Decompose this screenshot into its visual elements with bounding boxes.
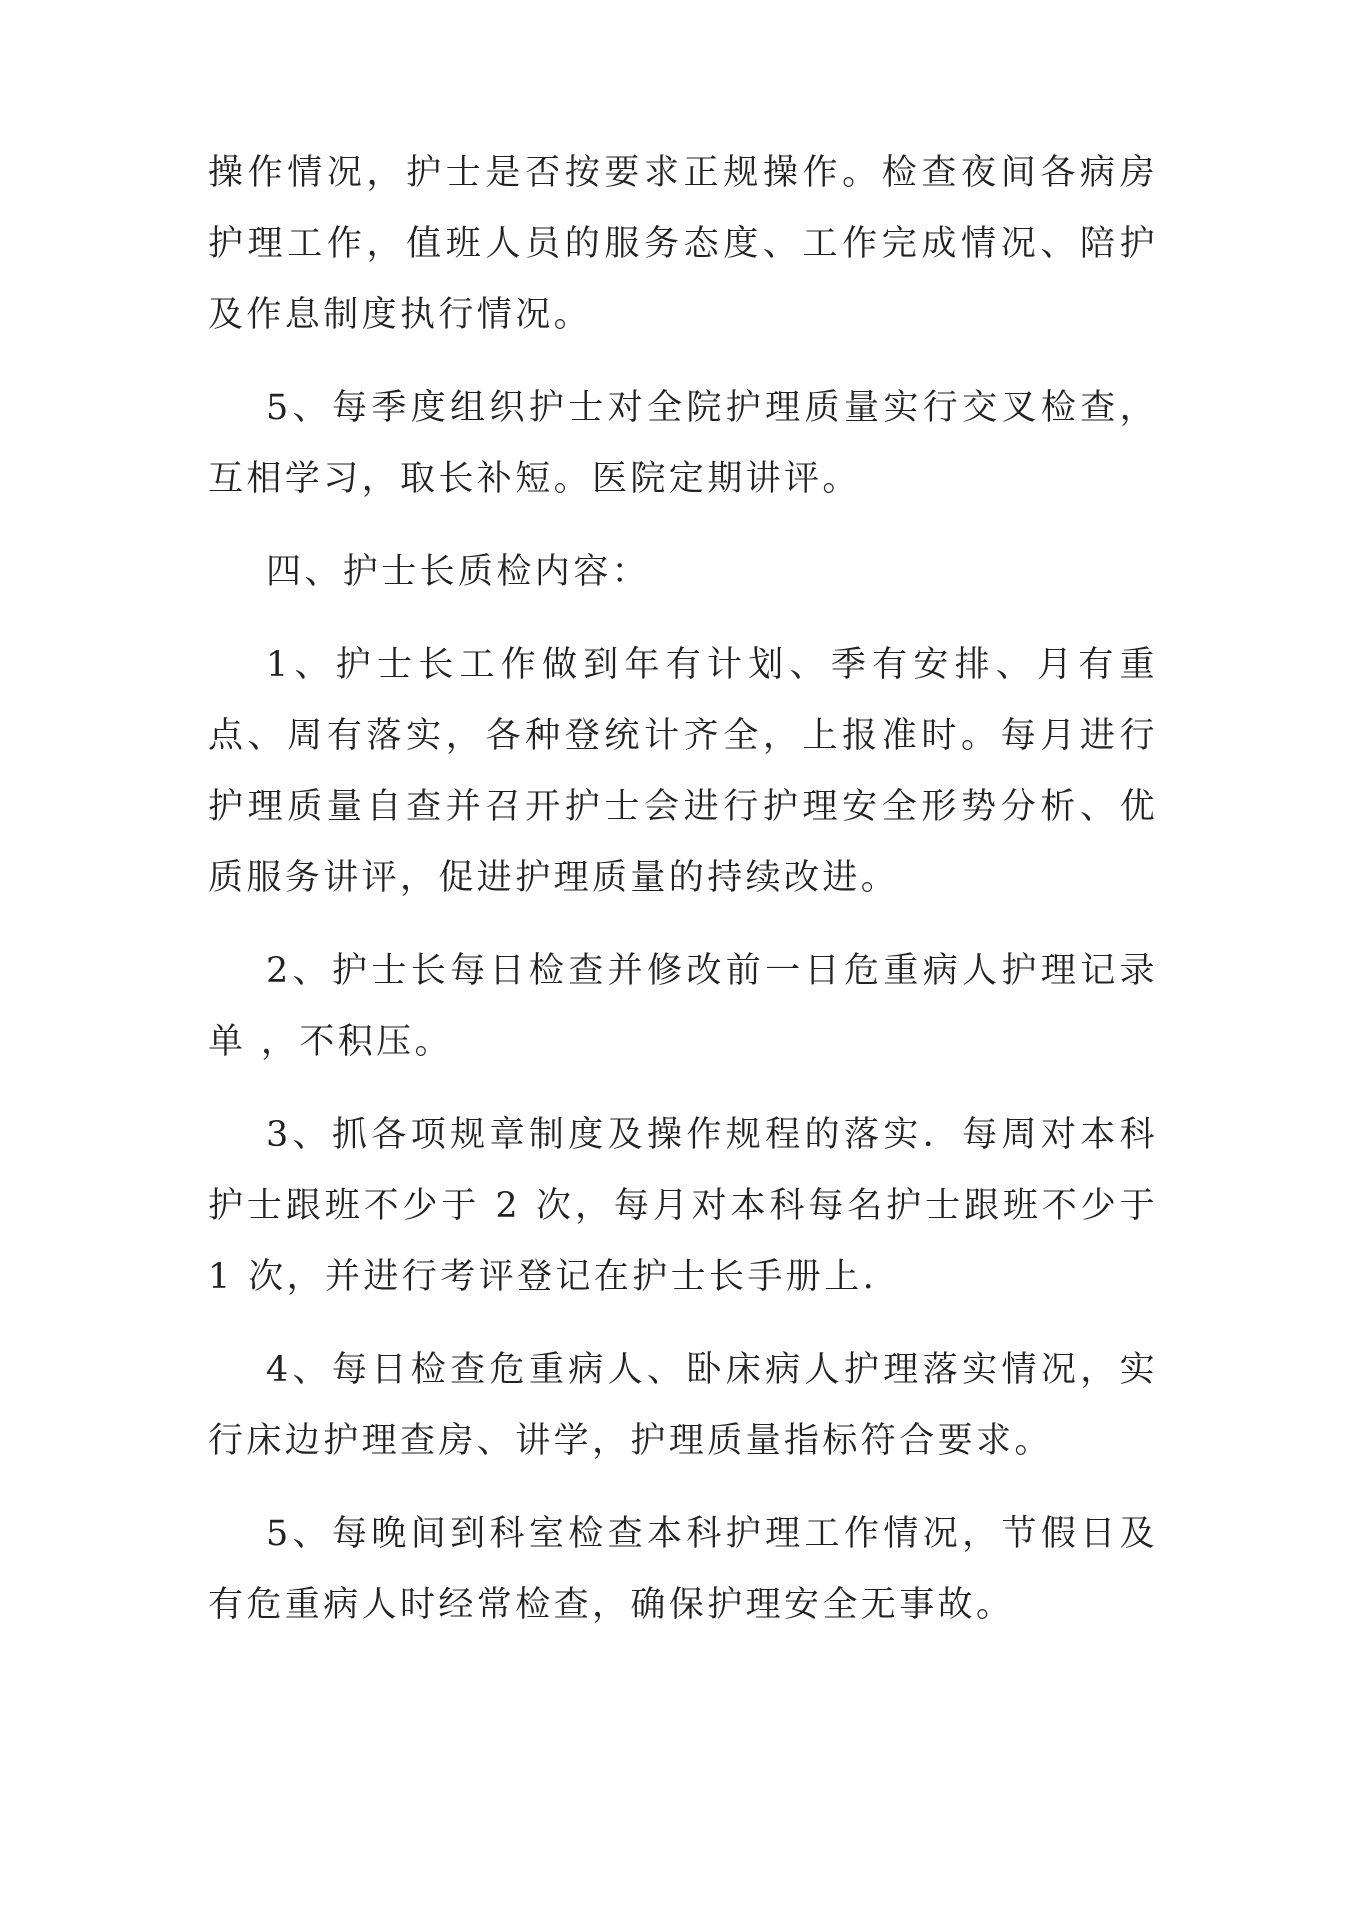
paragraph-continuation: 操作情况，护士是否按要求正规操作。检查夜间各病房护理工作，值班人员的服务态度、工作完成情况、陪护及作息制度执行情况。 (208, 153, 1158, 335)
paragraph-item-3: 3、抓各项规章制度及操作规程的落实．每周对本科护士跟班不少于 2 次，每月对本科每名护士跟班不少于 1 次，并进行考评登记在护士长手册上. (208, 1115, 1158, 1297)
paragraph-item-5-quarterly-check: 5、每季度组织护士对全院护理质量实行交叉检查，互相学习，取长补短。医院定期讲评。 (208, 388, 1158, 499)
paragraph-item-5: 5、每晚间到科室检查本科护理工作情况，节假日及有危重病人时经常检查，确保护理安全无事故。 (208, 1514, 1158, 1625)
section-heading-head-nurse-inspection: 四、护士长质检内容： (266, 552, 651, 592)
paragraph-item-1: 1、护士长工作做到年有计划、季有安排、月有重点、周有落实，各种登统计齐全，上报准时。每月进行护理质量自查并召开护士会进行护理安全形势分析、优质服务讲评，促进护理质量的持续改进。 (208, 645, 1158, 898)
document-page (208, 138, 1158, 1641)
paragraph-item-4: 4、每日检查危重病人、卧床病人护理落实情况，实行床边护理查房、讲学，护理质量指标符合要求。 (208, 1350, 1158, 1461)
paragraph-item-2: 2、护士长每日检查并修改前一日危重病人护理记录单 ，不积压。 (208, 951, 1158, 1062)
